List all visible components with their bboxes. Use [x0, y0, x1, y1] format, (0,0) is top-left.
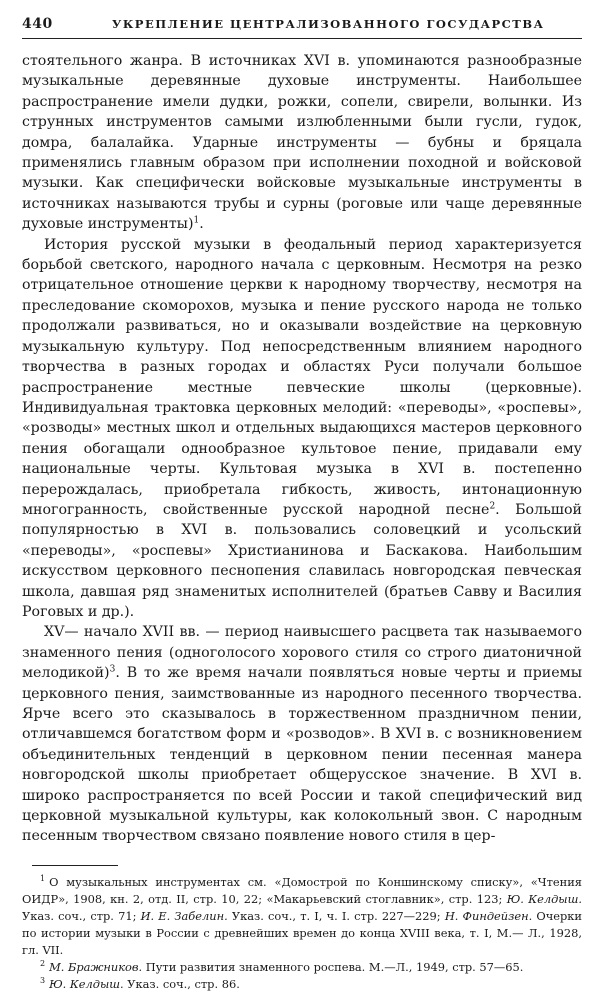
paragraph-text: . Большой популярностью в XVI в. пользовались соловецкий и усольский «переводы», «роспевы» Христианинова и Баскакова. Наибольшим искусством церковного песнопения славилась новгородская певческая школа, давшая ряд знаменитых исполнителей (братьев Савву и Василия Роговых и др.). — [22, 501, 582, 620]
author-name: И. Е. Забелин. — [140, 908, 228, 923]
author-name: Н. Финдейзен. — [444, 908, 533, 923]
footnote-divider — [32, 865, 118, 866]
footnote-1 — [22, 874, 582, 959]
footnote-3 — [22, 976, 582, 993]
author-name: Ю. Келдыш. — [49, 976, 124, 991]
paragraph-3 — [22, 622, 582, 846]
footnote-text: Очерки по истории музыки в России с древнейших времен до конца XVIII века, т. I, М.— Л., 1928, гл. VII. — [22, 908, 582, 957]
paragraph-2 — [22, 235, 582, 623]
footnotes — [22, 874, 582, 993]
page-number: 440 — [22, 16, 53, 32]
footnote-text: О музыкальных инструментах см. «Домострой по Коншинскому списку», «Чтения ОИДР», 1908, кн. 2, отд. II, стр. 10, 22; «Макарьевский стоглавник», стр. 123; — [22, 874, 582, 906]
footnote-text: Указ. соч., т. I, ч. I. стр. 227—229; — [227, 908, 445, 923]
footnote-mark: 1 — [40, 874, 46, 884]
author-name: Ю. Келдыш. — [506, 891, 582, 906]
paragraph-1: стоятельного жанра. В источниках XVI в. упоминаются разнообразные музыкальные деревянные духовые инструменты. Наибольшее распространение имели дудки, рожки, сопели, свирели, волынки. Из струнных инструментов самыми излюбленными были гусли, гудок, домра, балалайка. Ударные инструменты — бубны и бряцала применялись главным образом при исполнении походной и войсковой музыки. Как специфически войсковые музыкальные инструменты в источниках называются трубы и сурны (роговые или чаще деревянные духовые инструменты)$^1$. — [22, 53, 582, 233]
footnote-reference[interactable]: 1 — [193, 215, 200, 226]
running-header — [22, 12, 582, 39]
footnote-mark: 3 — [40, 976, 46, 986]
paragraph-text: XV— начало XVII вв. — период наивысшего расцвета так называемого знаменного пения (одноголосого хорового стиля со строго диатоничной мелодикой) — [22, 624, 582, 682]
running-title: УКРЕПЛЕНИЕ ЦЕНТРАЛИЗОВАННОГО ГОСУДАРСТВА — [112, 17, 545, 31]
paragraph-text: . В то же время начали появляться новые черты и приемы церковного пения, заимствованные из народного песенного творчества. Ярче всего это сказывалось в торжественном праздничном пении, отличавшемся богатством форм и «розводов». В XVI в. с возникновением объединительных тенденций в церковном пении песенная манера новгородской школы приобретает общерусское значение. В XVI в. широко распространяется по всей России и такой специфический вид церковной музыкальной культуры, как колокольный звон. С народным песенным творчеством связано появление нового стиля в цер- — [22, 665, 582, 845]
footnote-2 — [22, 959, 582, 976]
footnote-reference[interactable]: 3 — [109, 664, 116, 675]
footnote-mark: 2 — [40, 959, 46, 969]
body-text — [22, 51, 582, 847]
footnote-text: Указ. соч., стр. 86. — [123, 976, 240, 991]
footnote-text: Пути развития знаменного роспева. М.—Л., 1949, стр. 57—65. — [142, 959, 524, 974]
book-page — [22, 12, 582, 993]
footnote-text: Указ. соч., стр. 71; — [22, 908, 141, 923]
paragraph-text: История русской музыки в феодальный период характеризуется борьбой светского, народного начала с церковным. Несмотря на резко отрицательное отношение церкви к народному творчеству, несмотря на преследование скоморохов, музыка и пение русского народа не только продолжали развиваться, но и оказывали воздействие на церковную музыкальную культуру. Под непосредственным влиянием народного творчества в разных городах и областях Руси получали большое распространение местные певческие школы (церковные). Индивидуальная трактовка церковных мелодий: «переводы», «роспевы», «розводы» местных школ и отдельных выдающихся мастеров церковного пения обогащали однообразное культовое пение, придавали ему национальные черты. Культовая музыка в XVI в. постепенно перерождалась, приобретала гибкость, живость, интонационную многогранность, свойственные русской народной песне — [22, 236, 582, 518]
author-name: М. Бражников. — [49, 959, 143, 974]
footnote-reference[interactable]: 2 — [489, 501, 496, 512]
paragraph-text: стоятельного жанра. В источниках XVI в. упоминаются разнообразные музыкальные деревянные духовые инструменты. Наибольшее распространение имели дудки, рожки, сопели, свирели, волынки. Из струнных инструментов самыми излюбленными были гусли, гудок, домра, балалайка. Ударные инструменты — бубны и бряцала применялись главным образом при исполнении походной и войсковой музыки. Как специфически войсковые музыкальные инструменты в источниках называются трубы и сурны (роговые или чаще деревянные духовые инструменты) — [22, 53, 582, 233]
